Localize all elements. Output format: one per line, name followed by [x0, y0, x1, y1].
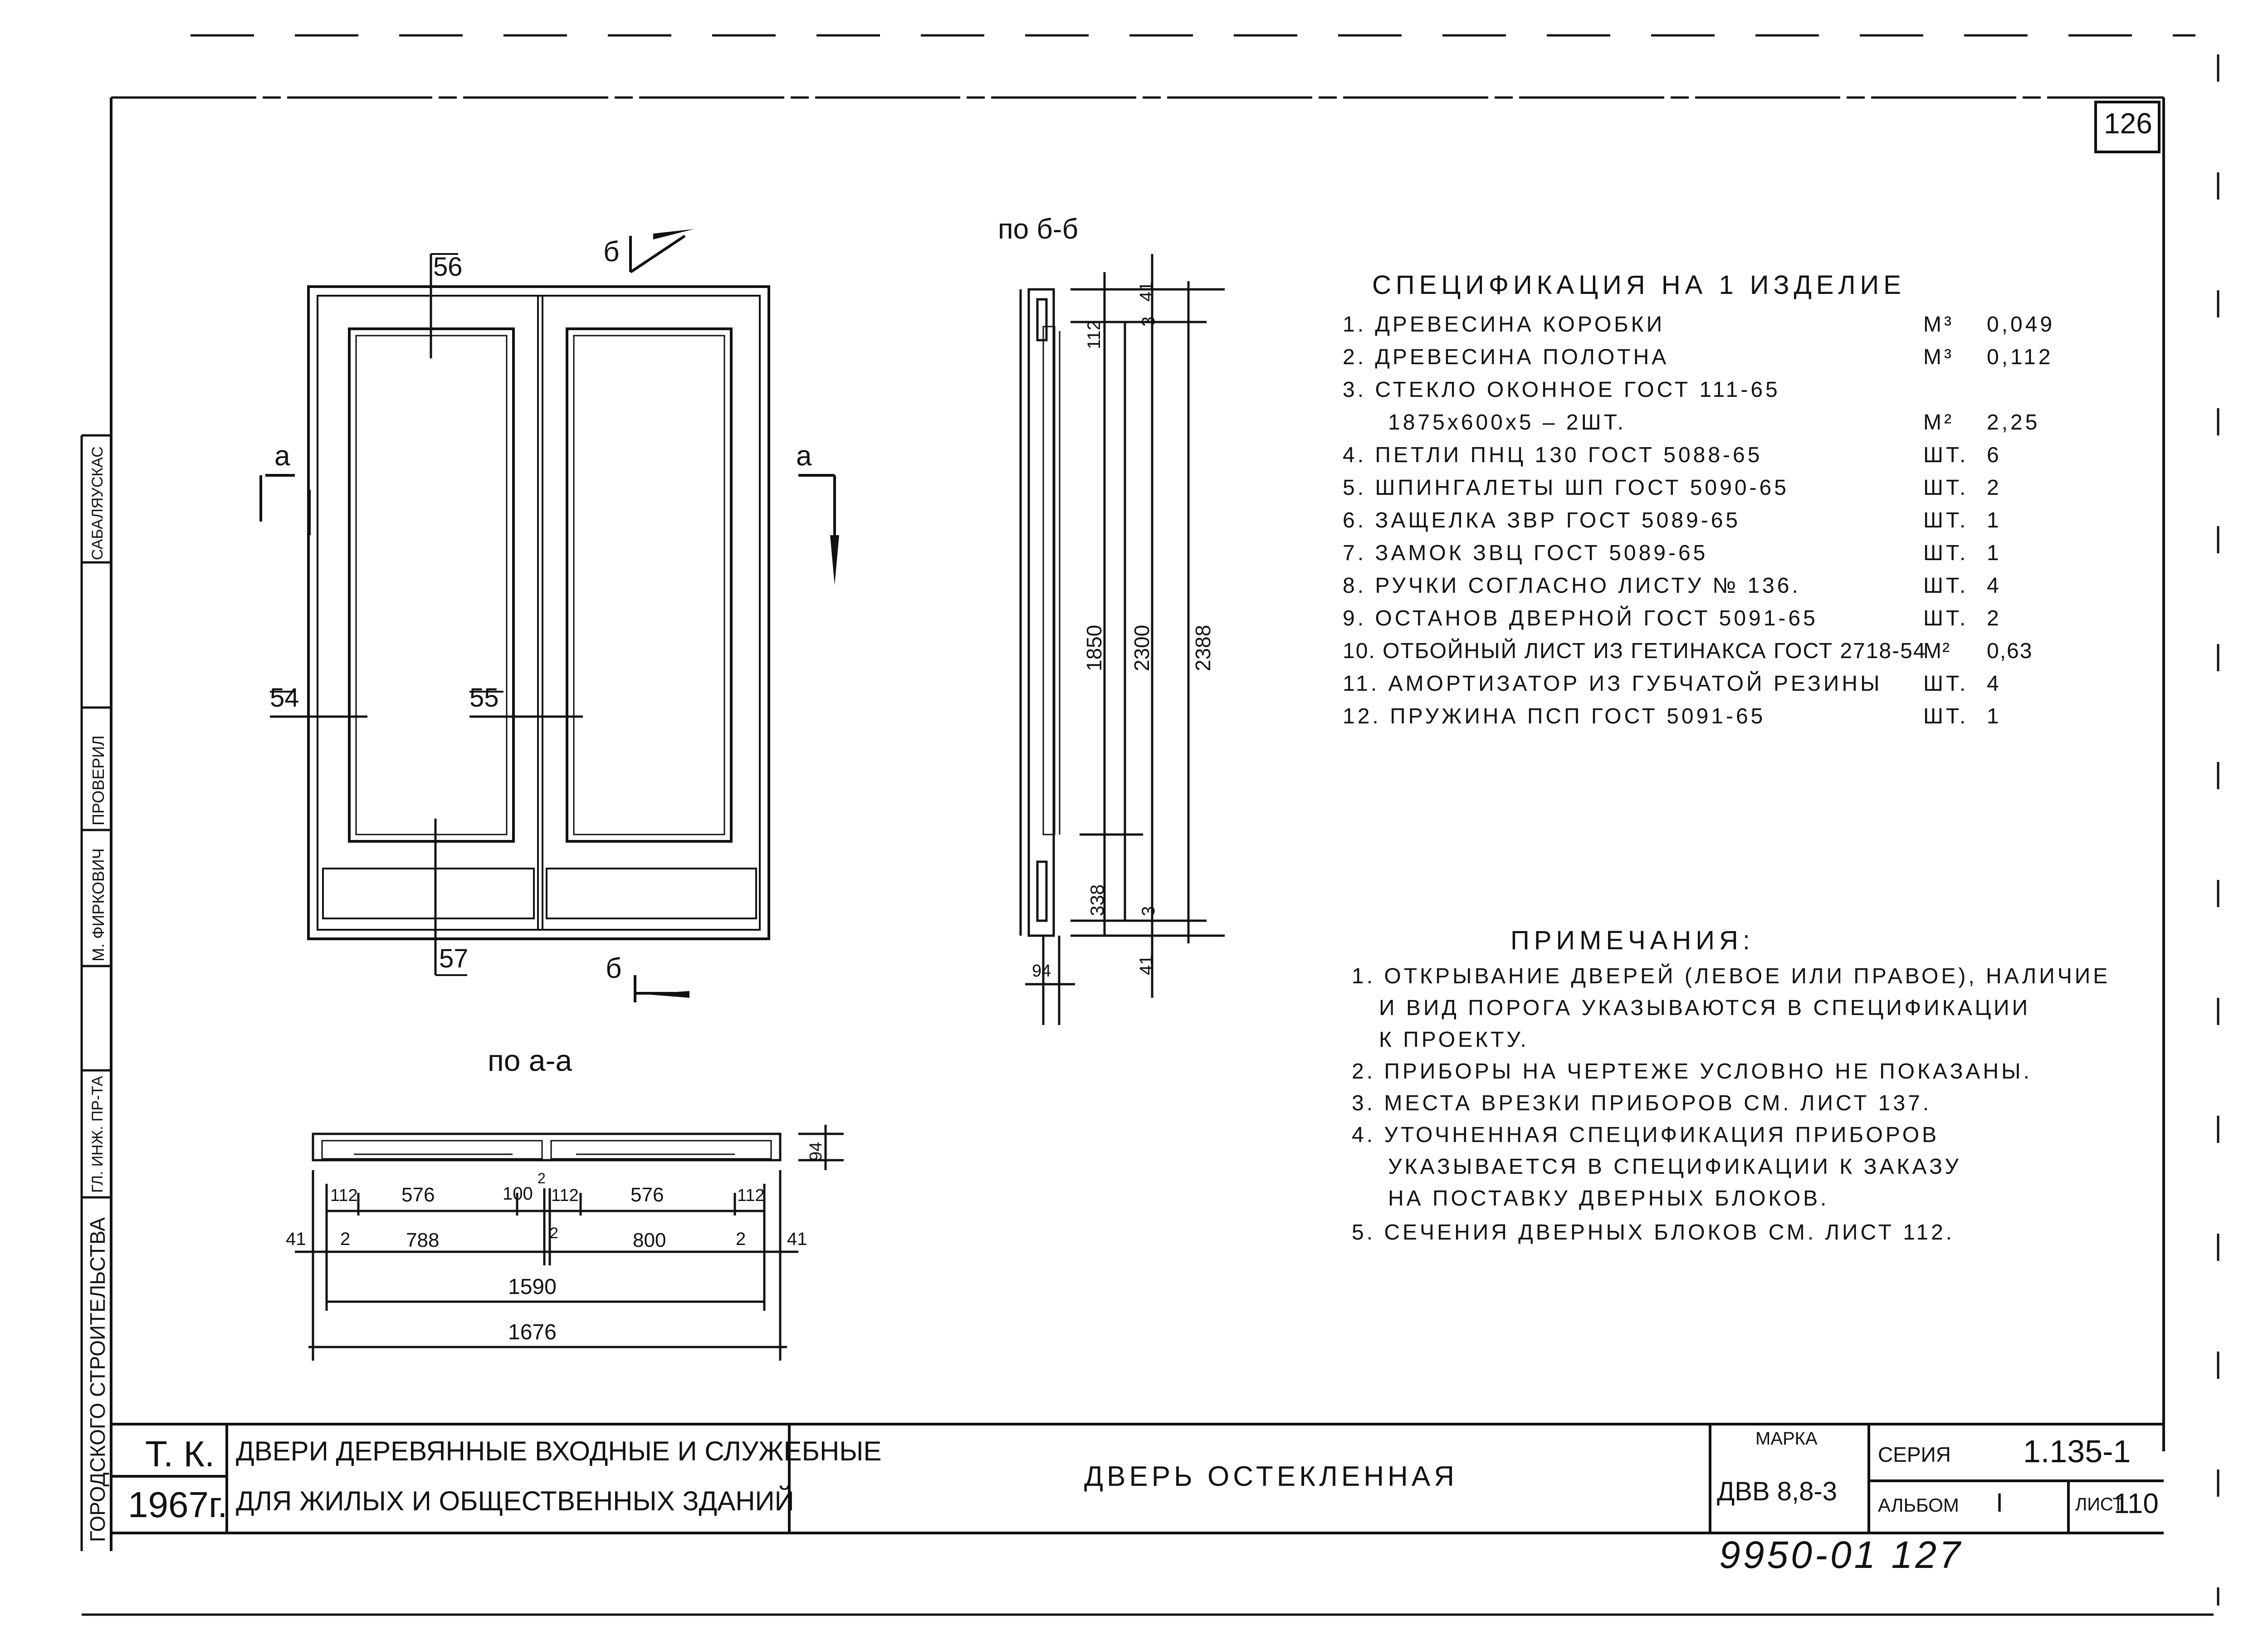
- callout-56: 56: [433, 252, 463, 282]
- section-a-a: [295, 1125, 844, 1361]
- dim-a-800: 800: [633, 1229, 666, 1251]
- marka-value: ДВВ 8,8-3: [1717, 1477, 1837, 1506]
- dim-a-1676: 1676: [508, 1320, 557, 1344]
- note-line: 5. СЕЧЕНИЯ ДВЕРНЫХ БЛОКОВ СМ. ЛИСТ 112.: [1352, 1220, 1955, 1245]
- section-mark-a-left: а: [274, 440, 290, 472]
- spec-row: 3. СТЕКЛО ОКОННОЕ ГОСТ 111-65: [1343, 378, 1780, 402]
- seria-label: СЕРИЯ: [1878, 1443, 1951, 1466]
- note-line: 2. ПРИБОРЫ НА ЧЕРТЕЖЕ УСЛОВНО НЕ ПОКАЗАНЫ.: [1352, 1059, 2032, 1084]
- sheet-value: 110: [2114, 1488, 2159, 1519]
- title-tk: Т. К.: [145, 1434, 215, 1474]
- dim-a-112-left: 112: [330, 1186, 358, 1205]
- dim-a-112-mid: 112: [551, 1186, 579, 1205]
- spec-row: 10. ОТБОЙНЫЙ ЛИСТ ИЗ ГЕТИНАКСА ГОСТ 2718-54 М² 0,63: [1343, 639, 2033, 663]
- dim-b-2300: 2300: [1130, 625, 1154, 671]
- note-line: 4. УТОЧНЕННАЯ СПЕЦИФИКАЦИЯ ПРИБОРОВ: [1352, 1123, 1940, 1147]
- spec-title: СПЕЦИФИКАЦИЯ НА 1 ИЗДЕЛИЕ: [1372, 270, 1906, 300]
- spec-row: 12. ПРУЖИНА ПСП ГОСТ 5091-65 ШТ. 1: [1343, 704, 2002, 728]
- dim-a-788: 788: [406, 1229, 440, 1251]
- album-value: I: [1996, 1488, 2004, 1518]
- note-line: 1. ОТКРЫВАНИЕ ДВЕРЕЙ (ЛЕВОЕ ИЛИ ПРАВОЕ), НАЛИЧИЕ: [1352, 964, 2111, 988]
- dim-a-576-left: 576: [401, 1184, 435, 1206]
- dim-b-2388: 2388: [1191, 625, 1215, 671]
- section-mark-a-right: а: [796, 440, 812, 472]
- spec-row: 5. ШПИНГАЛЕТЫ ШП ГОСТ 5090-65 ШТ. 2: [1343, 476, 2002, 500]
- side-role-firkovich: М. ФИРКОВИЧ: [89, 848, 108, 962]
- callout-54: 54: [270, 683, 299, 713]
- spec-row: 4. ПЕТЛИ ПНЦ 130 ГОСТ 5088-65 ШТ. 6: [1343, 443, 2002, 467]
- section-mark-b-top: б: [603, 236, 620, 268]
- dim-b-3-top: 3: [1139, 316, 1158, 327]
- section-b-title: по б-б: [998, 214, 1078, 245]
- notes-title: ПРИМЕЧАНИЯ:: [1510, 926, 1755, 955]
- dim-b-94: 94: [1032, 962, 1051, 981]
- note-line: УКАЗЫВАЕТСЯ В СПЕЦИФИКАЦИИ К ЗАКАЗУ: [1388, 1155, 1961, 1179]
- dim-a-112-right: 112: [737, 1186, 765, 1205]
- dim-a-576-right: 576: [631, 1184, 664, 1206]
- note-line: И ВИД ПОРОГА УКАЗЫВАЮТСЯ В СПЕЦИФИКАЦИИ: [1379, 996, 2031, 1020]
- side-role-chief-engineer: ГЛ. ИНЖ. ПР-ТА: [89, 1076, 106, 1193]
- dim-b-1850: 1850: [1082, 625, 1106, 671]
- callout-55: 55: [469, 683, 499, 713]
- dim-a-2-left: 2: [340, 1229, 351, 1249]
- spec-row: 1. ДРЕВЕСИНА КОРОБКИ М³ 0,049: [1343, 312, 2055, 337]
- side-role-checked: ПРОВЕРИЛ: [89, 735, 108, 825]
- note-line: НА ПОСТАВКУ ДВЕРНЫХ БЛОКОВ.: [1388, 1186, 1829, 1211]
- door-elevation: [261, 236, 835, 1002]
- sheet-label: ЛИСТ: [2075, 1494, 2124, 1514]
- section-a-title: по а-а: [488, 1044, 572, 1077]
- section-mark-b-bottom: б: [606, 953, 622, 984]
- dim-a-94: 94: [807, 1142, 826, 1161]
- spec-row: 11. АМОРТИЗАТОР ИЗ ГУБЧАТОЙ РЕЗИНЫ ШТ. 4: [1343, 672, 2002, 696]
- spec-row: 2. ДРЕВЕСИНА ПОЛОТНА М³ 0,112: [1343, 345, 2053, 369]
- sheet-number: 126: [2104, 107, 2152, 140]
- inventory-number: 9950-01 127: [1719, 1533, 1963, 1576]
- title-year: 1967г.: [128, 1484, 228, 1525]
- dim-a-2-right: 2: [736, 1229, 746, 1249]
- spec-row: 8. РУЧКИ СОГЛАСНО ЛИСТУ № 136. ШТ. 4: [1343, 574, 2002, 598]
- dim-b-112: 112: [1084, 320, 1104, 349]
- side-role-sabaliauskas: САБАЛЯУСКАС: [89, 446, 106, 560]
- seria-value: 1.135-1: [2023, 1434, 2131, 1469]
- drawing-title: ДВЕРЬ ОСТЕКЛЕННАЯ: [1084, 1461, 1458, 1492]
- dim-a-100: 100: [503, 1184, 533, 1204]
- dim-b-338: 338: [1086, 884, 1108, 916]
- dim-a-41-left: 41: [286, 1229, 306, 1249]
- project-title-line1: ДВЕРИ ДЕРЕВЯННЫЕ ВХОДНЫЕ И СЛУЖЕБНЫЕ: [236, 1436, 882, 1466]
- callout-57: 57: [439, 944, 469, 973]
- dim-a-2-top: 2: [538, 1170, 546, 1186]
- dim-b-top: 41: [1136, 281, 1156, 302]
- dim-b-bottom: 41: [1136, 955, 1156, 975]
- spec-row: 7. ЗАМОК ЗВЦ ГОСТ 5089-65 ШТ. 1: [1343, 541, 2002, 565]
- dim-a-1590: 1590: [508, 1275, 557, 1299]
- project-title-line2: ДЛЯ ЖИЛЫХ И ОБЩЕСТВЕННЫХ ЗДАНИЙ: [236, 1486, 794, 1516]
- spec-row: 1875х600х5 – 2ШТ. М² 2,25: [1388, 410, 2040, 434]
- side-org: ГОРОДСКОГО СТРОИТЕЛЬСТВА: [86, 1217, 109, 1542]
- dim-a-41-right: 41: [787, 1229, 807, 1249]
- spec-row: 6. ЗАЩЕЛКА ЗВР ГОСТ 5089-65 ШТ. 1: [1343, 508, 2002, 532]
- marka-label: МАРКА: [1755, 1429, 1818, 1449]
- dim-a-2-mid: 2: [550, 1225, 558, 1242]
- note-line: 3. МЕСТА ВРЕЗКИ ПРИБОРОВ СМ. ЛИСТ 137.: [1352, 1091, 1932, 1115]
- dim-b-3-bottom: 3: [1139, 906, 1158, 916]
- album-label: АЛЬБОМ: [1878, 1494, 1959, 1516]
- note-line: К ПРОЕКТУ.: [1379, 1028, 1529, 1052]
- spec-row: 9. ОСТАНОВ ДВЕРНОЙ ГОСТ 5091-65 ШТ. 2: [1343, 606, 2002, 630]
